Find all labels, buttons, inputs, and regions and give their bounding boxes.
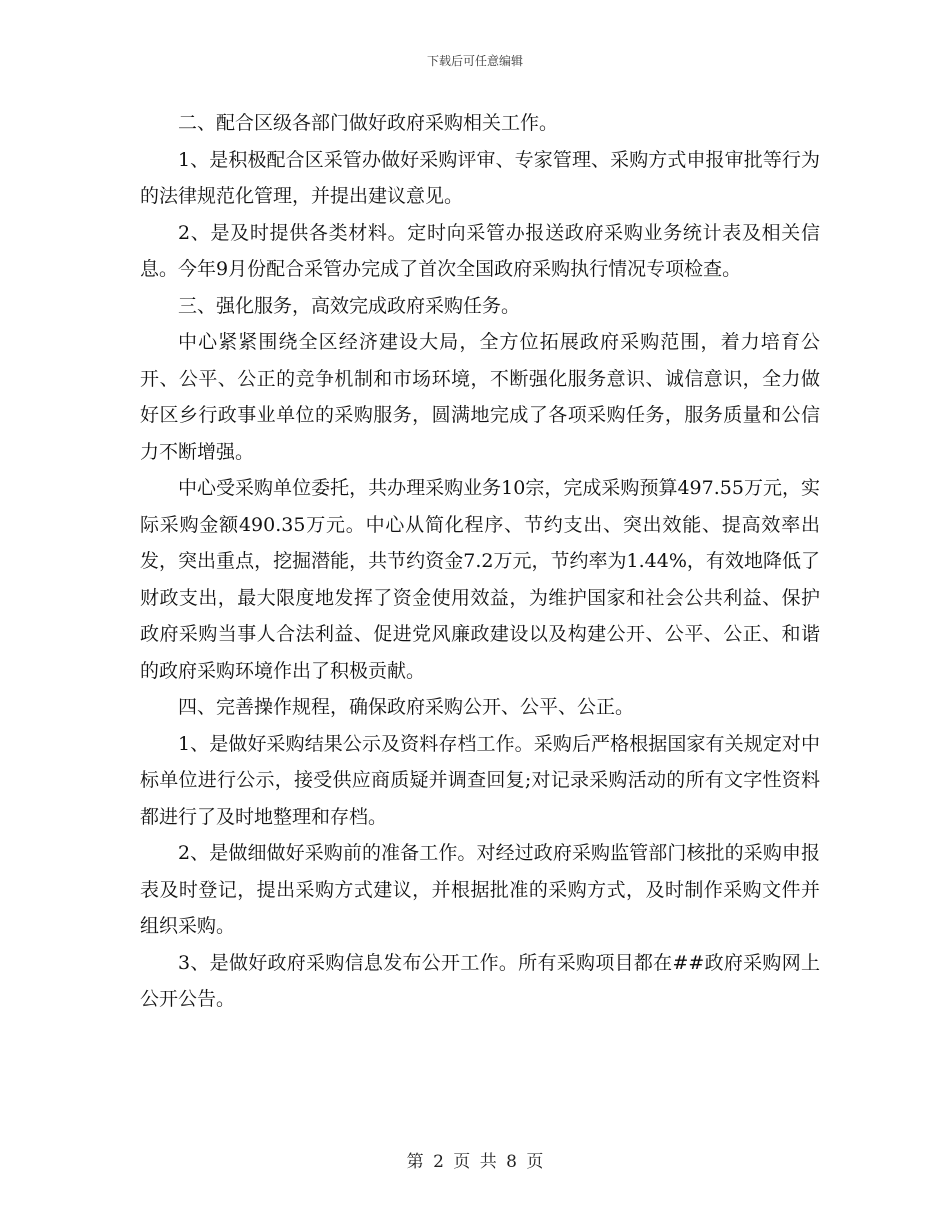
paragraph-2-1: 1、是积极配合区采管办做好采购评审、专家管理、采购方式申报审批等行为的法律规范化管理，并提出建议意见。 — [140, 148, 820, 207]
paragraph-2-2: 2、是及时提供各类材料。定时向采管办报送政府采购业务统计表及相关信息。今年9月份配合采管办完成了首次全国政府采购执行情况专项检查。 — [140, 221, 820, 280]
document-body — [140, 105, 820, 1018]
paragraph-4-2: 2、是做细做好采购前的准备工作。对经过政府采购监管部门核批的采购申报表及时登记，提出采购方式建议，并根据批准的采购方式，及时制作采购文件并组织采购。 — [140, 842, 820, 937]
paragraph-section-2-heading: 二、配合区级各部门做好政府采购相关工作。 — [178, 112, 559, 134]
paragraph-4-3: 3、是做好政府采购信息发布公开工作。所有采购项目都在##政府采购网上公开公告。 — [140, 951, 820, 1010]
paragraph-4-1: 1、是做好采购结果公示及资料存档工作。采购后严格根据国家有关规定对中标单位进行公示，接受供应商质疑并调查回复;对记录采购活动的所有文字性资料都进行了及时地整理和存档。 — [140, 732, 820, 828]
paragraph-section-4-heading: 四、完善操作规程，确保政府采购公开、公平、公正。 — [178, 696, 635, 718]
paragraph-3-service: 中心紧紧围绕全区经济建设大局，全方位拓展政府采购范围，着力培育公开、公平、公正的竞争机制和市场环境，不断强化服务意识、诚信意识，全力做好区乡行政事业单位的采购服务，圆满地完成了各项采购任务，服务质量和公信力不断增强。 — [140, 331, 820, 463]
page-header-note: 下载后可任意编辑 — [426, 54, 523, 68]
paragraph-3-budget: 中心受采购单位委托，共办理采购业务10宗，完成采购预算497.55万元，实际采购金额490.35万元。中心从简化程序、节约支出、突出效能、提高效率出发，突出重点，挖掘潜能，共节约资金7.2万元，节约率为1.44%，有效地降低了财政支出，最大限度地发挥了资金使用效益，为维护国家和社会公共利益、保护政府采购当事人合法利益、促进党风廉政建设以及构建公开、公平、公正、和谐的政府采购环境作出了积极贡献。 — [140, 477, 820, 682]
page-number-footer: 第 2 页 共 8 页 — [406, 1152, 544, 1172]
paragraph-section-3-heading: 三、强化服务，高效完成政府采购任务。 — [178, 294, 521, 317]
